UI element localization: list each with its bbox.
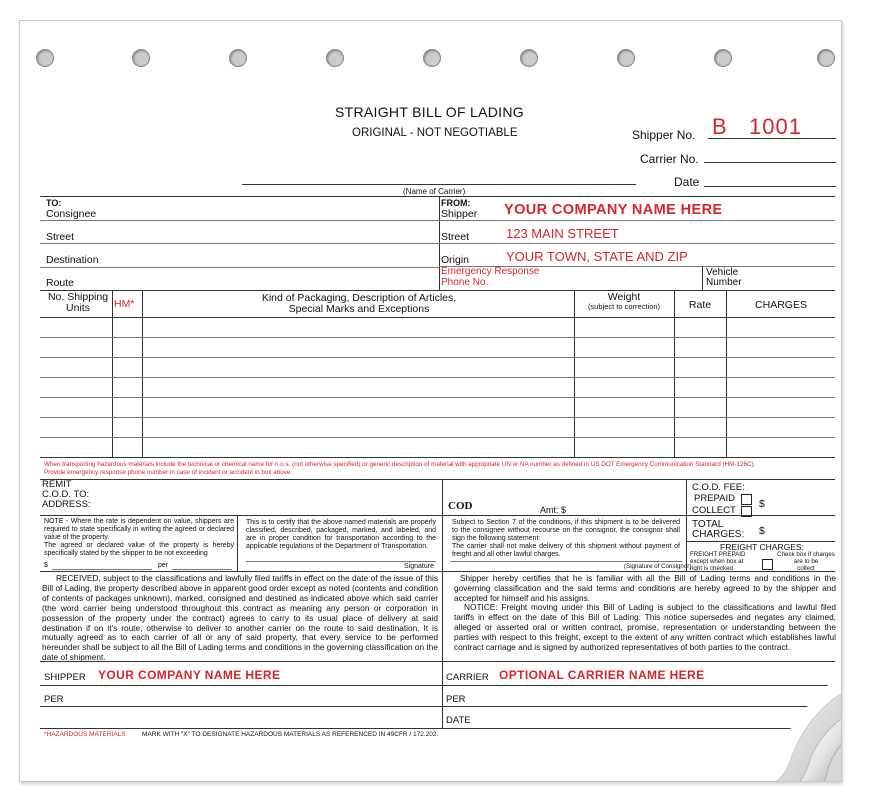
col-description: Kind of Packaging, Description of Articles, Special Marks and Exceptions (261, 292, 457, 315)
shipper-sign-value: YOUR COMPANY NAME HERE (98, 668, 281, 682)
cod-prepaid-checkbox[interactable] (741, 494, 752, 505)
carrier-sign-value: OPTIONAL CARRIER NAME HERE (499, 668, 705, 682)
origin-value: YOUR TOWN, STATE AND ZIP (506, 249, 688, 264)
carrier-date-field[interactable] (40, 728, 835, 729)
carrier-name-field[interactable] (242, 184, 636, 185)
hazmat-note: When transporting hazardous materials include the technical or chemical name for n.o.s. (not otherwise specified) or generic description of material with appropriate UN or NA number as defined in US DOT Emergency Communication Standard (HM-126C). Provide emergency response phone number in case of incident or accident in box above. (44, 461, 756, 476)
name-of-carrier-caption: (Name of Carrier) (403, 187, 466, 196)
date-field[interactable] (704, 186, 836, 187)
total-dollar: $ (759, 525, 765, 537)
notice-terms: NOTICE: Freight moving under this Bill of Lading is subject to the classifications and lawful filed tariffs in effect on the date of this Bill of Lading. This notice supersedes and negates any claimed, alleged or asserted oral or written contract, promise, representation or understanding between the parties with respect to this freight, except to the extent of any written contract which establishes lawful contract carriage and is signed by authorized representatives of both parties to the contract. (454, 602, 836, 652)
certify-text: This is to certify that the above named materials are properly classified, described, packaged, marked, and labeled, and are in proper condition for transportation according to the applicable regulations of the Department of Transportation. (246, 519, 436, 550)
certifies-terms: Shipper hereby certifies that he is familiar with all the Bill of Lading terms and conditions in the governing classification and the said terms and conditions are hereby agreed to by the shipper and accepted for himself and his assigns. (454, 573, 836, 603)
col-hm: HM* (114, 298, 135, 310)
to-street-field[interactable] (40, 243, 439, 244)
col-weight: Weight (subject to correction) (587, 291, 661, 311)
shipper-per-field[interactable] (40, 706, 442, 707)
declared-value-field[interactable] (52, 569, 152, 570)
punch-hole-icon (520, 49, 538, 67)
note-per: per (158, 562, 169, 569)
punch-hole-icon (229, 49, 247, 67)
punch-hole-icon (423, 49, 441, 67)
section7-text: Subject to Section 7 of the conditions, if this shipment is to be delivered to the consignee without recourse on the consignor, the consignor shall sign the following statement: The carrier shall not make delivery of this shipment without payment of freight and all other lawful charges. (452, 519, 680, 558)
table-row[interactable] (40, 437, 835, 438)
table-row[interactable] (40, 397, 835, 398)
from-street-label: Street (441, 231, 470, 243)
carrier-sign-label: CARRIER (446, 672, 489, 683)
footer-mark-note: MARK WITH "X" TO DESIGNATE HAZARDOUS MATERIALS AS REFERENCED IN 49CFR / 172.202. (142, 731, 439, 738)
to-label: TO: (46, 198, 62, 208)
col-shipping-units: No. Shipping Units (47, 291, 109, 314)
origin-label: Origin (441, 254, 470, 266)
vehicle-number-label: Vehicle Number (706, 267, 742, 288)
col-rate: Rate (688, 299, 712, 311)
cod-fee-label: C.O.D. FEE: (692, 482, 745, 493)
note-dollar-sign: $ (44, 562, 48, 569)
freight-collect-note: Check box if charges are to be collect (777, 551, 835, 573)
route-label: Route (46, 277, 75, 289)
page-curl-icon (743, 673, 842, 782)
cod-fee-dollar: $ (759, 498, 765, 510)
form-subtitle: ORIGINAL - NOT NEGOTIABLE (352, 127, 518, 139)
punch-hole-icon (326, 49, 344, 67)
shipper-no-value: B 1001 (712, 114, 802, 139)
cod-fee-prepaid: PREPAID (694, 493, 736, 504)
cod-fee-collect: COLLECT (692, 505, 736, 516)
table-row[interactable] (40, 337, 835, 338)
consignee-label: Consignee (46, 208, 97, 220)
shipper-per-label: PER (44, 694, 64, 705)
footer-hazardous-materials: *HAZARDOUS MATERIALS (44, 731, 126, 738)
punch-hole-icon (714, 49, 732, 67)
table-row[interactable] (40, 417, 835, 418)
signature-caption: Signature (404, 563, 434, 570)
punch-hole-icon (817, 49, 835, 67)
form-title: STRAIGHT BILL OF LADING (335, 104, 524, 120)
from-shipper-label: Shipper (441, 208, 478, 220)
carrier-no-field[interactable] (704, 162, 836, 163)
received-terms: RECEIVED, subject to the classifications and lawfully filed tariffs in effect on the date of the issue of this Bill of Lading, the property described above in apparent good order except as noted (contents and condition of contents of packages unknown), marked, consigned and destined as indicated above which said carrier (the word carrier being understood throughout this contract as meaning any person or corporation in possession of the property under the contract) agrees to carry to its usual place of delivery at said destination if on it's route, otherwise to deliver to another carrier on the route to said destination. It is mutually agreed as to each carrier of all or any of said property, that every service to be performed hereunder shall be subject to all the Bill of Lading terms and conditions in the governing classification on the date of shipment. (42, 573, 438, 663)
consignor-signature-caption: (Signature of Consignor) (624, 563, 692, 570)
col-charges: CHARGES (755, 299, 807, 311)
carrier-per-label: PER (446, 694, 466, 705)
from-street-value: 123 MAIN STREET (506, 226, 619, 241)
freight-prepaid-note: FREIGHT PREPAID except when box at right is checked (690, 551, 746, 573)
freight-charges-title: FREIGHT CHARGES: (720, 542, 804, 552)
note-declared-value: NOTE - Where the rate is dependent on value, shippers are required to state specifically in writing the agreed or declared value of the property. The agreed or declared value of the property is hereby specifically stated by the shipper to be not exceeding (44, 518, 234, 557)
declared-per-field[interactable] (172, 569, 232, 570)
cod-label: COD (448, 500, 473, 512)
consignor-signature-field[interactable] (450, 561, 682, 562)
emergency-label: Emergency Response Phone No. (441, 266, 540, 288)
from-shipper-value: YOUR COMPANY NAME HERE (504, 202, 723, 218)
shipper-no-label: Shipper No. (632, 128, 696, 142)
cod-amount-label: Amt: $ (540, 505, 567, 515)
destination-field[interactable] (40, 267, 439, 268)
table-row[interactable] (40, 357, 835, 358)
punch-hole-icon (132, 49, 150, 67)
shipper-sign-label: SHIPPER (44, 672, 86, 683)
carrier-no-label: Carrier No. (640, 152, 699, 166)
consignee-field[interactable] (40, 220, 439, 221)
total-charges-label: TOTAL CHARGES: (692, 519, 745, 540)
from-label: FROM: (441, 198, 471, 208)
bill-of-lading-sheet (19, 20, 842, 782)
punch-hole-icon (36, 49, 54, 67)
carrier-date-label: DATE (446, 715, 471, 726)
destination-label: Destination (46, 254, 99, 266)
remit-cod-label: REMIT C.O.D. TO: ADDRESS: (42, 479, 91, 510)
certify-signature-field[interactable] (246, 561, 436, 562)
punch-hole-icon (617, 49, 635, 67)
to-street-label: Street (46, 231, 75, 243)
table-row[interactable] (40, 377, 835, 378)
freight-collect-checkbox[interactable] (762, 559, 773, 570)
date-label: Date (674, 175, 700, 189)
